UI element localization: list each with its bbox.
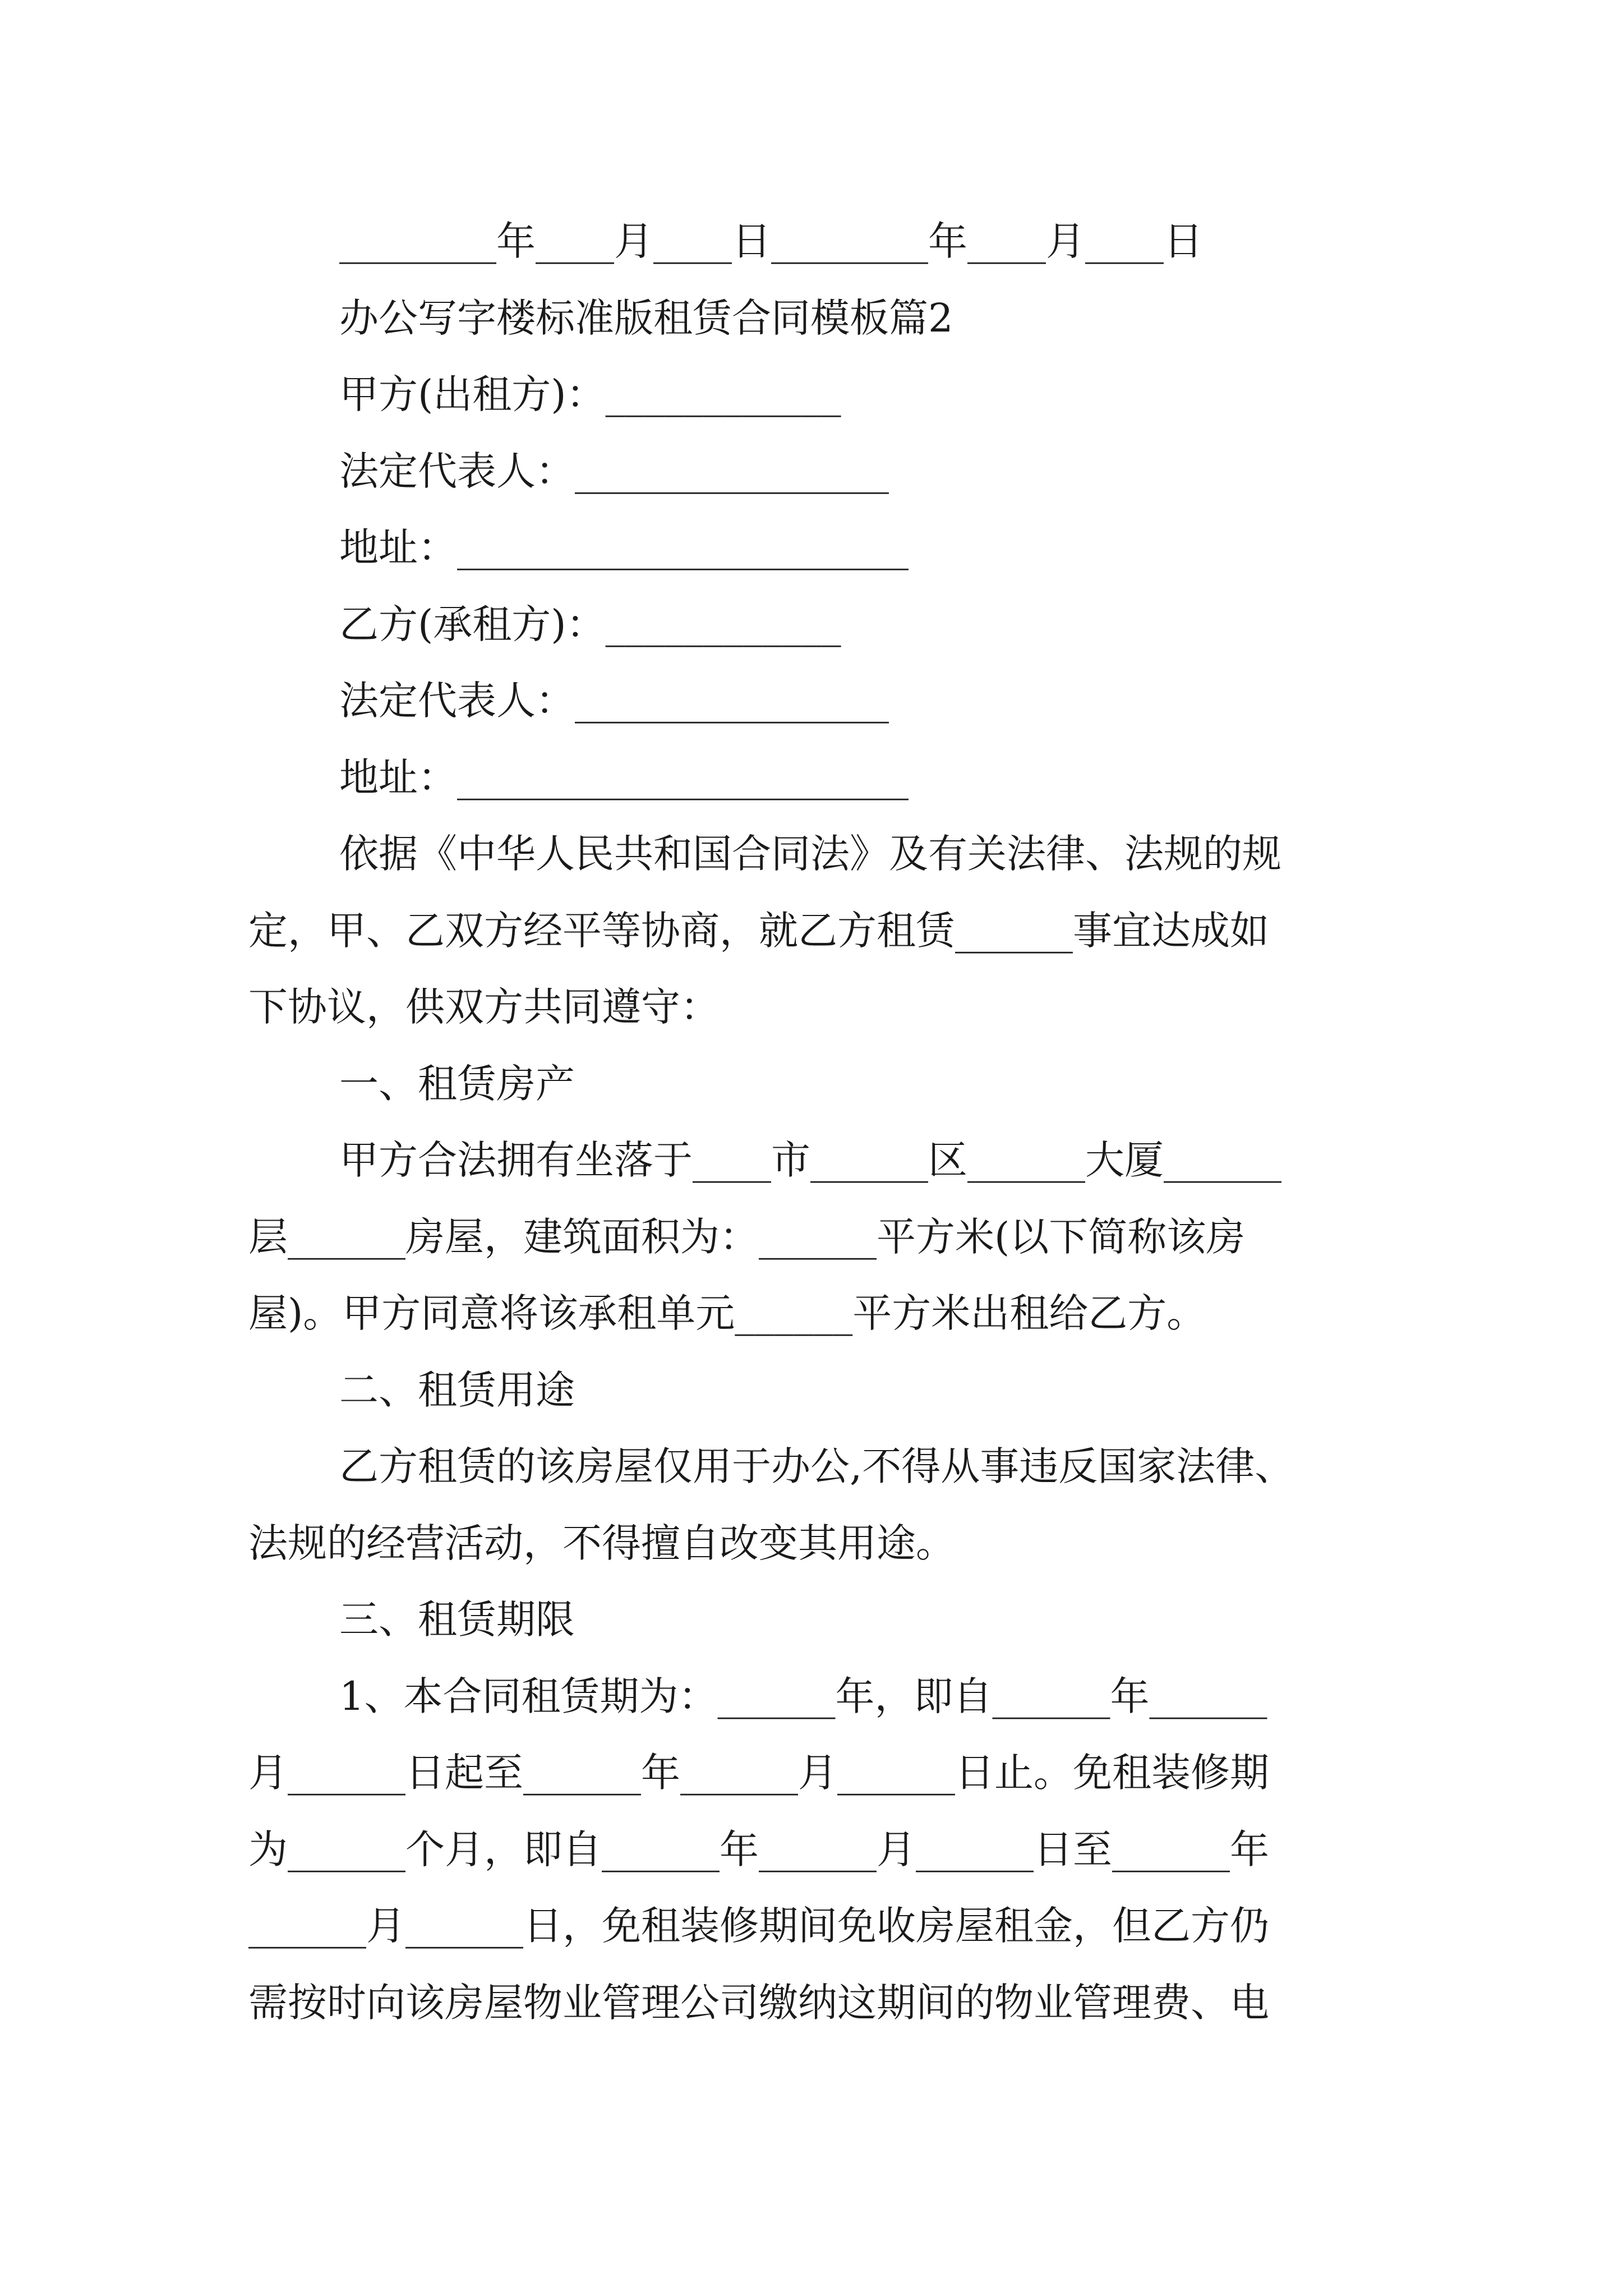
date-line: ________年____月____日________年____月____日	[339, 218, 1203, 264]
paragraph-line: 乙方租赁的该房屋仅用于办公,不得从事违反国家法律、	[339, 1443, 1294, 1489]
party-a-representative-line: 法定代表人：________________	[339, 448, 889, 494]
paragraph-line: 甲方合法拥有坐落于____市______区______大厦______	[339, 1137, 1281, 1183]
paragraph-line: 下协议，供双方共同遵守：	[248, 984, 720, 1030]
party-b-representative-line: 法定代表人：________________	[339, 678, 889, 724]
clause-heading: 三、租赁期限	[339, 1596, 575, 1642]
party-a-address-line: 地址：_______________________	[339, 524, 909, 570]
paragraph-line: 层______房屋，建筑面积为：______平方米(以下简称该房	[248, 1214, 1246, 1260]
party-b-address-line: 地址：_______________________	[339, 754, 909, 800]
party-b-line: 乙方(承租方)：____________	[339, 601, 841, 647]
paragraph-line: ______月______日，免租装修期间免收房屋租金，但乙方仍	[248, 1903, 1269, 1949]
paragraph-line: 屋)。甲方同意将该承租单元______平方米出租给乙方。	[248, 1290, 1206, 1336]
party-a-line: 甲方(出租方)：____________	[339, 371, 841, 417]
paragraph-line: 为______个月，即自______年______月______日至______年	[248, 1826, 1269, 1872]
paragraph-line: 1、本合同租赁期为：______年，即自______年______	[339, 1673, 1267, 1719]
paragraph-line: 需按时向该房屋物业管理公司缴纳这期间的物业管理费、电	[248, 1980, 1269, 2026]
paragraph-line: 定，甲、乙双方经平等协商，就乙方租赁______事宜达成如	[248, 908, 1269, 954]
clause-heading: 二、租赁用途	[339, 1367, 575, 1413]
paragraph-line: 月______日起至______年______月______日止。免租装修期	[248, 1750, 1269, 1796]
paragraph-line: 依据《中华人民共和国合同法》及有关法律、法规的规	[339, 831, 1281, 877]
paragraph-line: 法规的经营活动，不得擅自改变其用途。	[248, 1520, 955, 1566]
clause-heading: 一、租赁房产	[339, 1061, 575, 1107]
section-title: 办公写字楼标准版租赁合同模板篇2	[339, 295, 953, 341]
